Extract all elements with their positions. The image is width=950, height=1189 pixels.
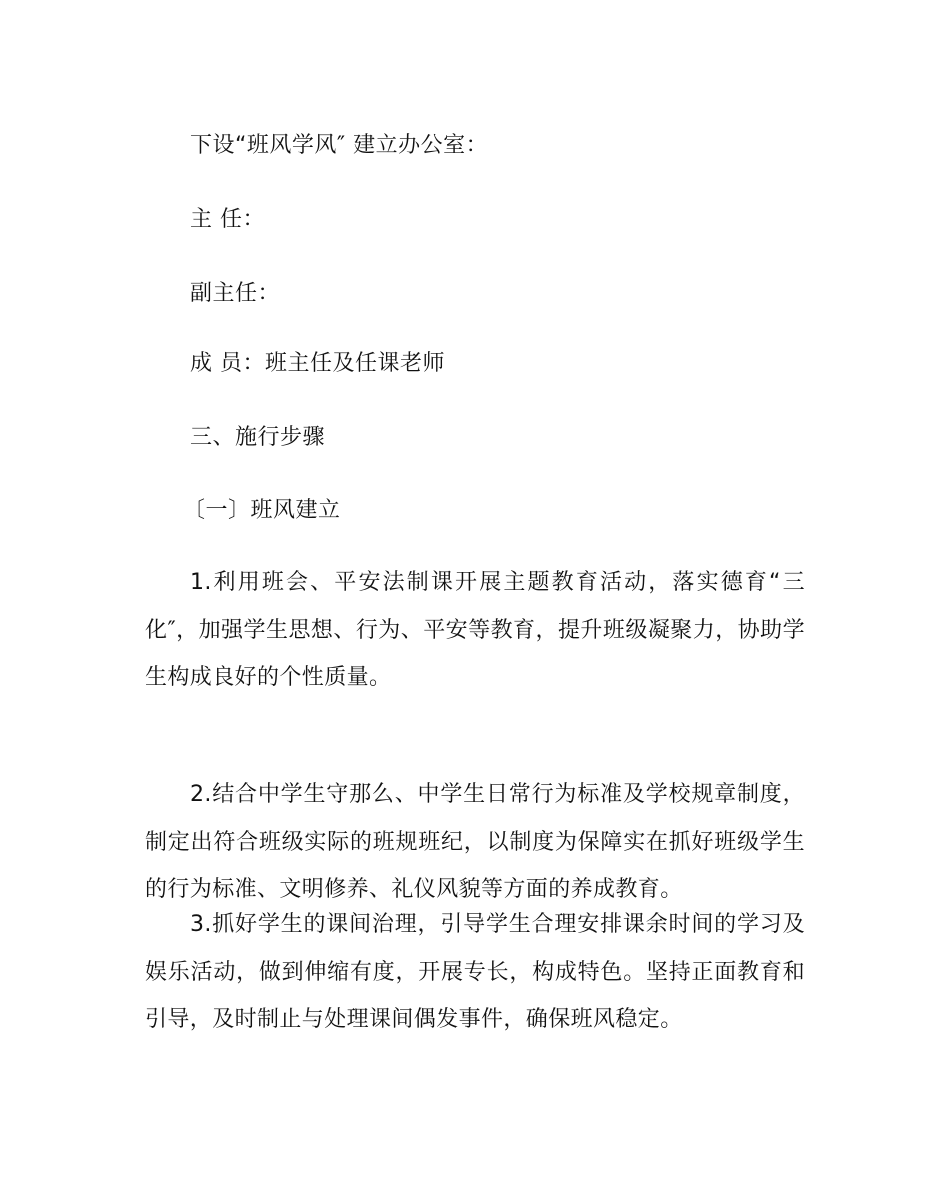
paragraph-item-3: 3.抓好学生的课间治理，引导学生合理安排课余时间的学习及娱乐活动，做到伸缩有度，开展专长，构成特色。坚持正面教育和引导，及时制止与处理课间偶发事件，确保班风稳定。 — [145, 912, 805, 1032]
subsection-heading: 〔一〕班风建立 — [183, 498, 341, 523]
deputy-director-line: 副主任： — [190, 281, 281, 306]
members-line: 成 员：班主任及任课老师 — [190, 351, 445, 376]
section-heading: 三、施行步骤 — [190, 425, 326, 450]
paragraph-item-2: 2.结合中学生守那么、中学生日常行为标准及学校规章制度，制定出符合班级实际的班规班纪，以制度为保障实在抓好班级学生的行为标准、文明修养、礼仪风貌等方面的养成教育。 — [145, 782, 805, 902]
paragraph-item-1: 1.利用班会、平安法制课开展主题教育活动，落实德育“三化″，加强学生思想、行为、平安等教育，提升班级凝聚力，协助学生构成良好的个性质量。 — [145, 570, 805, 690]
office-heading: 下设“班风学风″ 建立办公室： — [190, 133, 489, 158]
director-line: 主 任： — [190, 207, 265, 232]
